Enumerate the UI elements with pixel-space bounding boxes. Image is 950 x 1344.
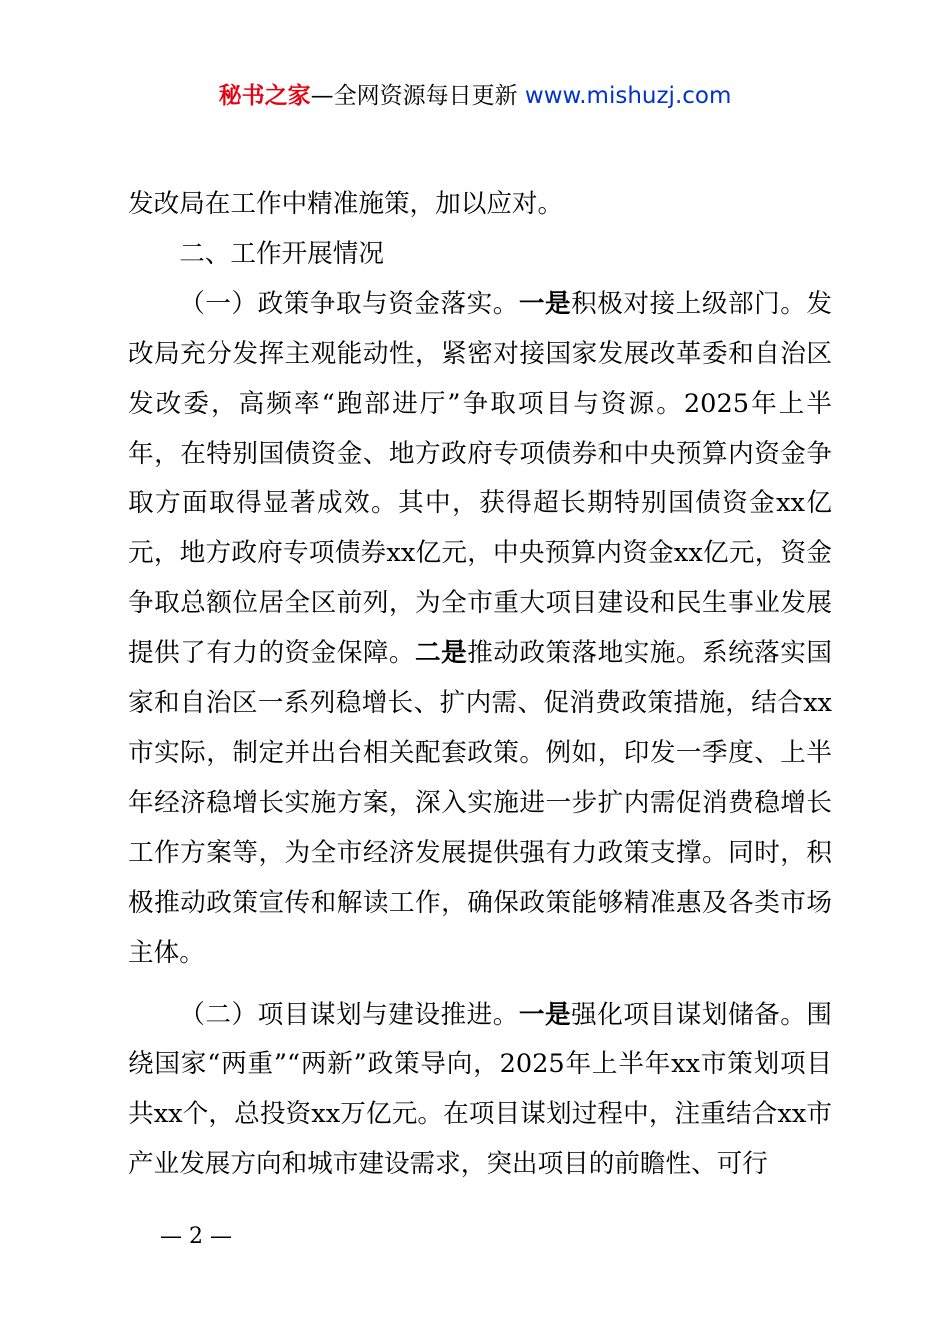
paragraph-project-planning: [128, 991, 832, 1191]
section-heading: 二、工作开展情况: [179, 238, 384, 269]
site-slogan: —全网资源每日更新: [310, 83, 525, 109]
site-brand: 秘书之家: [218, 83, 311, 109]
paragraph-continuation: 发改局在工作中精准施策，加以应对。: [128, 189, 564, 219]
bold-marker: 二是: [415, 638, 468, 669]
site-url-link[interactable]: www.mishuzj.com: [524, 83, 732, 109]
paragraph-text: 积极对接上级部门。发改局充分发挥主观能动性，紧密对接国家发展改革委和自治区发改委，高频率“跑部进厅”争取项目与资源。2025年上半年，在特别国债资金、地方政府专项债券和中央预算内资金争取方面取得显著成效。其中，获得超长期特别国债资金xx亿元，地方政府专项债券xx亿元，中央预算内资金xx亿元，资金争取总额位居全区前列，为全市重大项目建设和民生事业发展提供了有力的资金保障。: [128, 288, 832, 669]
site-header: [0, 80, 950, 112]
bold-marker: 一是: [518, 999, 572, 1030]
page-number: — 2 —: [160, 1224, 232, 1249]
paragraph-policy-funding: [128, 280, 832, 979]
paragraph-text: 推动政策落地实施。系统落实国家和自治区一系列稳增长、扩内需、促消费政策措施，结合xx市实际，制定并出台相关配套政策。例如，印发一季度、上半年经济稳增长实施方案，深入实施进一步扩内需促消费稳增长工作方案等，为全市经济发展提供强有力政策支撑。同时，积极推动政策宣传和解读工作，确保政策能够精准惠及各类市场主体。: [128, 638, 832, 968]
bold-marker: 一是: [518, 288, 572, 319]
subsection-heading: （一）政策争取与资金落实。: [179, 288, 519, 319]
paragraph-text: 强化项目谋划储备。围绕国家“两重”“两新”政策导向，2025年上半年xx市策划项目共xx个，总投资xx万亿元。在项目谋划过程中，注重结合xx市产业发展方向和城市建设需求，突出项目的前瞻性、可行: [128, 999, 832, 1180]
subsection-heading: （二）项目谋划与建设推进。: [179, 999, 519, 1030]
document-body: [128, 180, 832, 1190]
